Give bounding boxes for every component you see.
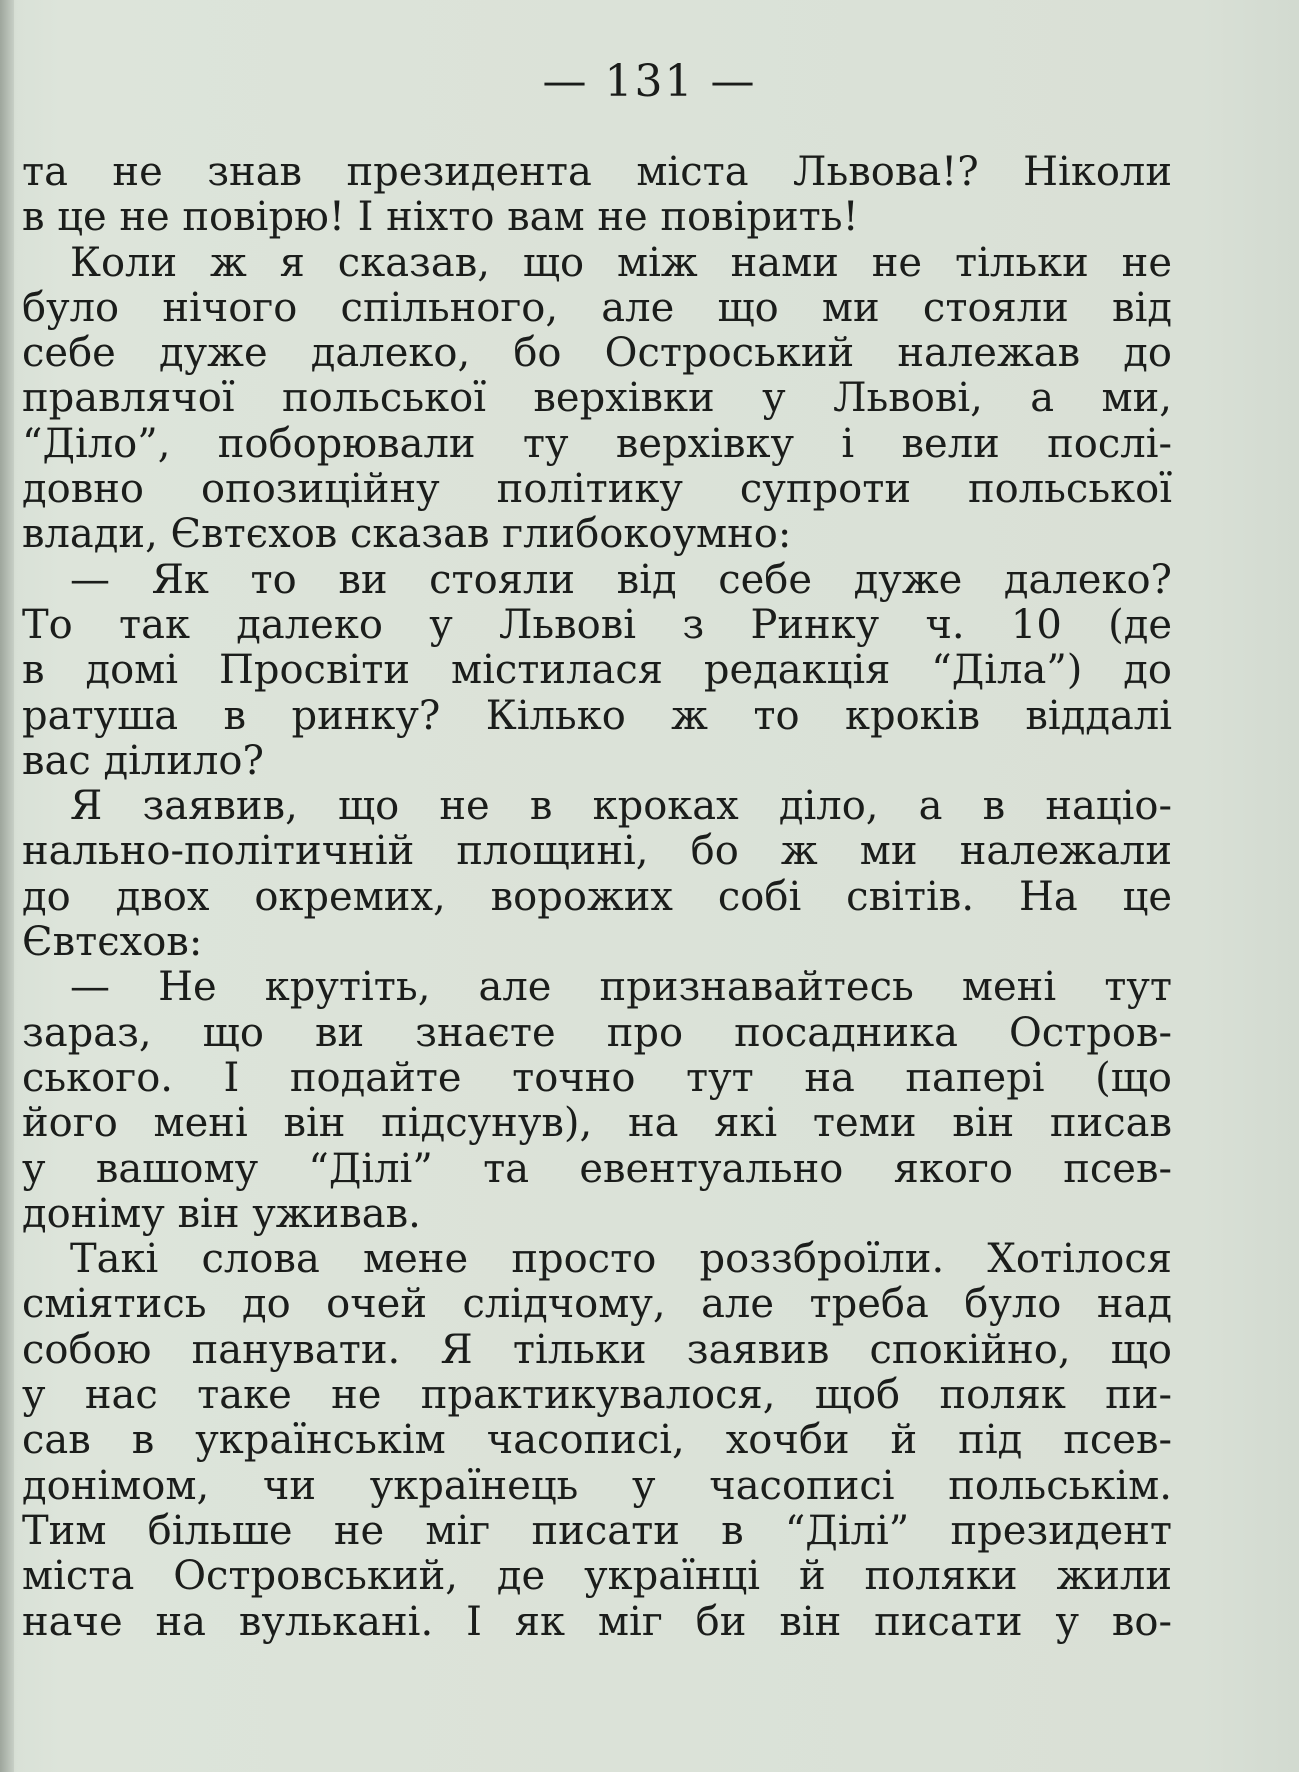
text-line: ського. І подайте точно тут на папері (що: [22, 1055, 1172, 1101]
text-line: влади, Євтєхов сказав глибокоумно:: [22, 512, 792, 558]
text-line: — Не крутіть, але признавайтесь мені тут: [70, 965, 1172, 1011]
text-line: міста Островський, де українці й поляки жили: [22, 1554, 1172, 1600]
text-line: сав в українськім часописі, хочби й під псев-: [22, 1418, 1172, 1464]
text-line: доніму він уживав.: [22, 1191, 421, 1237]
text-line: себе дуже далеко, бо Остроський належав до: [22, 331, 1172, 377]
text-line: ратуша в ринку? Кілько ж то кроків віддалі: [22, 693, 1172, 739]
text-line: вас ділило?: [22, 738, 264, 784]
text-line: було нічого спільного, але що ми стояли від: [22, 285, 1172, 331]
text-line: його мені він підсунув), на які теми він писав: [22, 1101, 1172, 1147]
text-line: — Як то ви стояли від себе дуже далеко?: [70, 557, 1172, 603]
text-line: Такі слова мене просто роззброїли. Хотілося: [70, 1237, 1172, 1283]
text-line: у нас таке не практикувалося, щоб поляк пи-: [22, 1373, 1172, 1419]
text-line: нально-політичній площині, бо ж ми належали: [22, 829, 1172, 875]
page-number: — 131 —: [542, 56, 757, 107]
text-line: сміятись до очей слідчому, але треба було над: [22, 1282, 1172, 1328]
text-line: Тим більше не міг писати в “Ділі” президент: [22, 1508, 1172, 1554]
text-line: довно опозиційну політику супроти польської: [22, 467, 1172, 513]
text-line: собою панувати. Я тільки заявив спокійно, що: [22, 1327, 1172, 1373]
text-line: зараз, що ви знаєте про посадника Остров-: [22, 1010, 1172, 1056]
text-line: до двох окремих, ворожих собі світів. На це: [22, 874, 1172, 920]
text-line: Євтєхов:: [22, 920, 203, 966]
text-line: правлячої польської верхівки у Львові, а ми,: [22, 376, 1172, 422]
binding-gutter: [0, 0, 14, 1772]
text-line: в домі Просвіти містилася редакція “Діла”) до: [22, 648, 1172, 694]
text-line: та не знав президента міста Львова!? Ніколи: [22, 150, 1172, 195]
body-text: [22, 150, 1172, 1645]
text-line: у вашому “Ділі” та евентуально якого псев-: [22, 1146, 1172, 1192]
text-line: Я заявив, що не в кроках діло, а в націо-: [70, 784, 1172, 830]
text-line: в це не повірю! І ніхто вам не повірить!: [22, 195, 859, 241]
text-line: То так далеко у Львові з Ринку ч. 10 (де: [22, 602, 1172, 648]
text-line: наче на вулькані. І як міг би він писати у во-: [22, 1599, 1172, 1645]
text-line: Коли ж я сказав, що між нами не тільки не: [70, 240, 1172, 286]
text-line: “Діло”, поборювали ту верхівку і вели послі-: [22, 421, 1172, 467]
text-line: донімом, чи українець у часописі польськім.: [22, 1463, 1172, 1509]
